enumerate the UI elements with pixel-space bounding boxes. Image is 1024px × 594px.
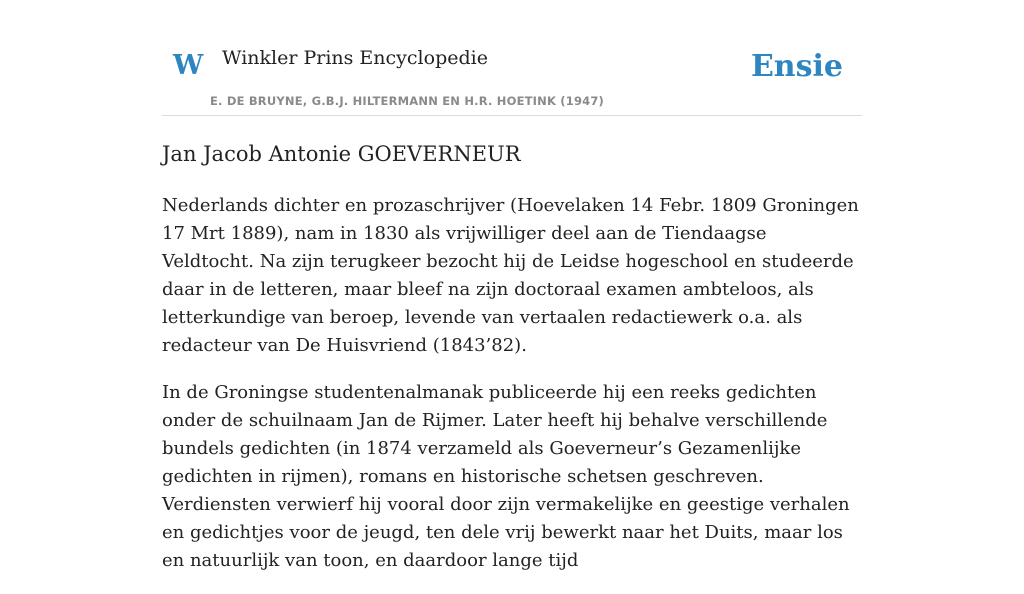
publication-authors: E. DE BRUYNE, G.B.J. HILTERMANN EN H.R. HOETINK (1947) (210, 94, 605, 108)
article-paragraph: Nederlands dichter en prozaschrijver (Hoevelaken 14 Febr. 1809 Groningen 17 Mrt 1889), nam in 1830 als vrijwilliger deel aan de Tiendaagse Veldtocht. Na zijn terugkeer bezocht hij de Leidse hogeschool en studeerde daar in de letteren, maar bleef na zijn doctoraal examen ambteloos, als letterkundige van beroep, levende van vertaalen redactiewerk o.a. als redacteur van De Huisvriend (1843’82). (162, 195, 859, 356)
publication-title[interactable]: Winkler Prins Encyclopedie (222, 47, 488, 69)
ensie-brand-logo[interactable]: Ensie (750, 49, 843, 84)
article-paragraph: In de Groningse studentenalmanak publiceerde hij een reeks gedichten onder de schuilnaam Jan de Rijmer. Later heeft hij behalve verschillende bundels gedichten (in 1874 verzameld als Goeverneur’s Gezamenlijke gedichten in rijmen), romans en historische schetsen geschreven. Verdiensten verwierf hij vooral door zijn vermakelijke en geestige verhalen en gedichtjes voor de jeugd, ten dele vrij bewerkt naar het Duits, maar los en natuurlijk van toon, en daardoor lange tijd (162, 382, 850, 571)
site-header (162, 40, 862, 116)
logo-w-icon[interactable]: W (173, 50, 204, 81)
article-title: Jan Jacob Antonie GOEVERNEUR (162, 142, 521, 166)
article-body (162, 192, 862, 594)
